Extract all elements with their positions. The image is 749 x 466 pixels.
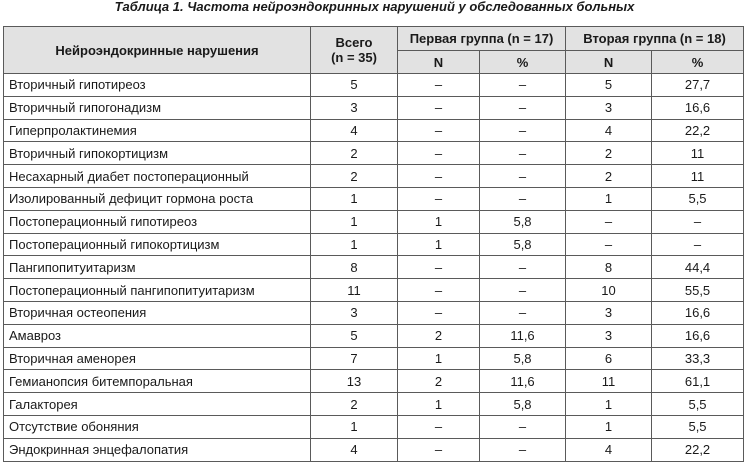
- cell-total: 1: [311, 233, 398, 256]
- cell-group2-n: 3: [566, 96, 652, 119]
- header-group1: Первая группа (n = 17): [398, 27, 566, 51]
- cell-disorder-name: Вторичная остеопения: [4, 301, 311, 324]
- cell-total: 1: [311, 210, 398, 233]
- cell-group1-pct: 5,8: [480, 347, 566, 370]
- cell-group2-pct: 16,6: [652, 324, 744, 347]
- cell-group2-n: 1: [566, 187, 652, 210]
- header-group1-pct: %: [480, 51, 566, 74]
- cell-disorder-name: Вторичный гипотиреоз: [4, 74, 311, 97]
- table-row: [4, 119, 744, 142]
- cell-disorder-name: Изолированный дефицит гормона роста: [4, 187, 311, 210]
- table-row: [4, 347, 744, 370]
- table-row: [4, 96, 744, 119]
- cell-group2-n: 11: [566, 370, 652, 393]
- cell-group1-pct: 5,8: [480, 393, 566, 416]
- cell-disorder-name: Отсутствие обоняния: [4, 415, 311, 438]
- table-row: [4, 256, 744, 279]
- cell-group1-n: –: [398, 256, 480, 279]
- cell-total: 7: [311, 347, 398, 370]
- header-group1-n: N: [398, 51, 480, 74]
- header-group2-n: N: [566, 51, 652, 74]
- cell-group1-n: –: [398, 415, 480, 438]
- cell-group2-pct: 55,5: [652, 279, 744, 302]
- cell-group1-pct: –: [480, 415, 566, 438]
- cell-group1-pct: –: [480, 96, 566, 119]
- cell-group1-pct: 11,6: [480, 370, 566, 393]
- cell-group2-pct: 16,6: [652, 301, 744, 324]
- cell-group2-pct: 22,2: [652, 438, 744, 461]
- table-row: [4, 142, 744, 165]
- cell-group1-n: 2: [398, 370, 480, 393]
- table-row: [4, 279, 744, 302]
- cell-group1-pct: –: [480, 256, 566, 279]
- cell-disorder-name: Постоперационный гипотиреоз: [4, 210, 311, 233]
- cell-total: 11: [311, 279, 398, 302]
- cell-group2-n: –: [566, 233, 652, 256]
- cell-group1-pct: 11,6: [480, 324, 566, 347]
- cell-disorder-name: Галакторея: [4, 393, 311, 416]
- header-group2-pct: %: [652, 51, 744, 74]
- cell-disorder-name: Пангипопитуитаризм: [4, 256, 311, 279]
- cell-group2-pct: 22,2: [652, 119, 744, 142]
- cell-group1-pct: –: [480, 187, 566, 210]
- cell-total: 2: [311, 142, 398, 165]
- table-row: [4, 393, 744, 416]
- cell-group1-pct: 5,8: [480, 233, 566, 256]
- cell-group1-n: –: [398, 438, 480, 461]
- cell-group1-n: –: [398, 187, 480, 210]
- cell-group1-n: 2: [398, 324, 480, 347]
- table-row: [4, 74, 744, 97]
- cell-group2-n: 2: [566, 165, 652, 188]
- cell-group2-pct: 44,4: [652, 256, 744, 279]
- cell-total: 4: [311, 438, 398, 461]
- cell-group2-n: 4: [566, 438, 652, 461]
- cell-group2-pct: 11: [652, 142, 744, 165]
- cell-group2-pct: –: [652, 233, 744, 256]
- table-row: [4, 415, 744, 438]
- cell-disorder-name: Гемианопсия битемпоральная: [4, 370, 311, 393]
- cell-disorder-name: Вторичная аменорея: [4, 347, 311, 370]
- header-total-line1: Всего: [335, 35, 373, 50]
- cell-group2-pct: –: [652, 210, 744, 233]
- cell-group1-pct: –: [480, 279, 566, 302]
- header-group2: Вторая группа (n = 18): [566, 27, 744, 51]
- cell-group1-n: 1: [398, 233, 480, 256]
- cell-disorder-name: Эндокринная энцефалопатия: [4, 438, 311, 461]
- cell-group1-n: –: [398, 119, 480, 142]
- cell-group2-n: 3: [566, 301, 652, 324]
- cell-group2-n: 6: [566, 347, 652, 370]
- table-row: [4, 370, 744, 393]
- cell-disorder-name: Постоперационный пангипопитуитаризм: [4, 279, 311, 302]
- cell-disorder-name: Амавроз: [4, 324, 311, 347]
- table-row: [4, 233, 744, 256]
- header-total-line2: (n = 35): [331, 50, 377, 65]
- cell-total: 4: [311, 119, 398, 142]
- cell-group1-n: 1: [398, 347, 480, 370]
- cell-group1-n: –: [398, 74, 480, 97]
- header-disorder: Нейроэндокринные нарушения: [4, 27, 311, 74]
- cell-group2-n: 1: [566, 393, 652, 416]
- cell-group1-n: –: [398, 301, 480, 324]
- cell-group1-n: 1: [398, 393, 480, 416]
- disorders-table: [3, 26, 744, 462]
- cell-disorder-name: Несахарный диабет постоперационный: [4, 165, 311, 188]
- cell-group1-pct: –: [480, 119, 566, 142]
- cell-group2-pct: 11: [652, 165, 744, 188]
- cell-group2-n: –: [566, 210, 652, 233]
- cell-total: 8: [311, 256, 398, 279]
- cell-group1-pct: –: [480, 142, 566, 165]
- cell-group1-pct: –: [480, 74, 566, 97]
- header-total: [311, 27, 398, 74]
- cell-group2-n: 8: [566, 256, 652, 279]
- table-row: [4, 438, 744, 461]
- cell-group2-n: 1: [566, 415, 652, 438]
- cell-disorder-name: Вторичный гипокортицизм: [4, 142, 311, 165]
- cell-total: 3: [311, 96, 398, 119]
- cell-group1-n: –: [398, 165, 480, 188]
- cell-group2-n: 10: [566, 279, 652, 302]
- cell-group2-pct: 5,5: [652, 393, 744, 416]
- cell-disorder-name: Вторичный гипогонадизм: [4, 96, 311, 119]
- cell-disorder-name: Постоперационный гипокортицизм: [4, 233, 311, 256]
- cell-group1-n: –: [398, 279, 480, 302]
- cell-group1-pct: –: [480, 165, 566, 188]
- cell-total: 1: [311, 187, 398, 210]
- cell-total: 5: [311, 324, 398, 347]
- cell-total: 2: [311, 165, 398, 188]
- cell-group2-n: 2: [566, 142, 652, 165]
- cell-group2-pct: 61,1: [652, 370, 744, 393]
- cell-group1-pct: –: [480, 438, 566, 461]
- cell-total: 5: [311, 74, 398, 97]
- table-row: [4, 301, 744, 324]
- cell-group1-n: –: [398, 96, 480, 119]
- table-caption: Таблица 1. Частота нейроэндокринных нарушений у обследованных больных: [114, 0, 635, 14]
- cell-group2-n: 3: [566, 324, 652, 347]
- cell-group2-pct: 33,3: [652, 347, 744, 370]
- table-row: [4, 187, 744, 210]
- table-row: [4, 210, 744, 233]
- cell-group2-pct: 16,6: [652, 96, 744, 119]
- cell-total: 2: [311, 393, 398, 416]
- cell-total: 3: [311, 301, 398, 324]
- cell-group2-pct: 27,7: [652, 74, 744, 97]
- cell-total: 1: [311, 415, 398, 438]
- cell-group2-n: 4: [566, 119, 652, 142]
- cell-group2-pct: 5,5: [652, 415, 744, 438]
- table-header: [4, 27, 744, 74]
- cell-group2-pct: 5,5: [652, 187, 744, 210]
- cell-group1-pct: 5,8: [480, 210, 566, 233]
- cell-group1-n: 1: [398, 210, 480, 233]
- table-body: [4, 74, 744, 462]
- cell-group2-n: 5: [566, 74, 652, 97]
- cell-group1-n: –: [398, 142, 480, 165]
- table-row: [4, 324, 744, 347]
- cell-total: 13: [311, 370, 398, 393]
- cell-group1-pct: –: [480, 301, 566, 324]
- table-row: [4, 165, 744, 188]
- cell-disorder-name: Гиперпролактинемия: [4, 119, 311, 142]
